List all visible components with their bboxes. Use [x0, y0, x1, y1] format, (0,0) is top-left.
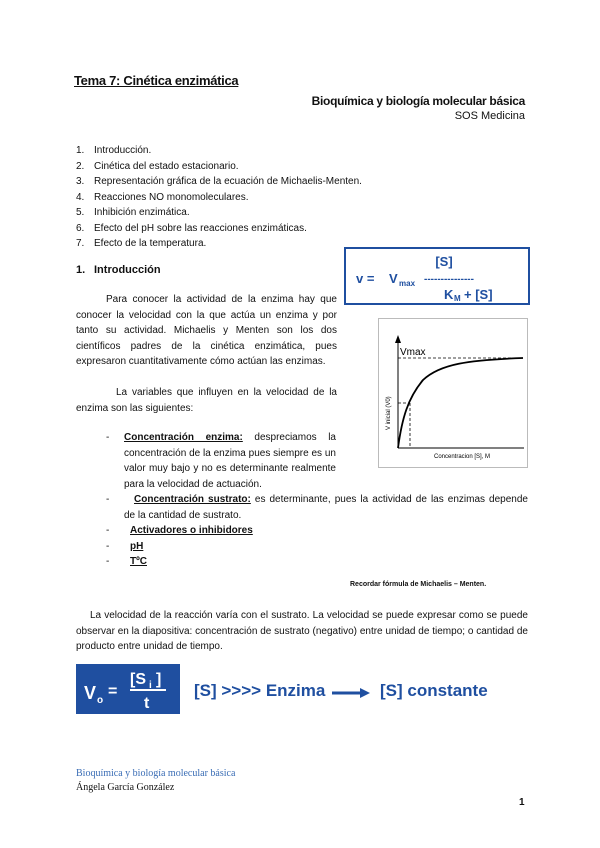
eq-equals: = — [108, 683, 118, 700]
footer-author: Ángela García González — [76, 782, 175, 793]
formula-km-sub: M — [454, 294, 461, 303]
y-axis-label: V inicial (V0) — [386, 396, 392, 430]
michaelis-menten-formula — [344, 247, 530, 305]
toc-item: 2. Cinética del estado estacionario. — [76, 160, 239, 172]
velocity-paragraph: La velocidad de la reacción varía con el sustrato. La velocidad se puede expresar como se puede observar en la diapositiva: concentración de sustrato (negativo) entre unidad de tiempo; o cantidad de producto entre unidad de tiempo. — [76, 610, 528, 652]
eq-relation: [S] >>>> Enzima — [194, 681, 326, 700]
eq-denominator: t — [144, 695, 150, 712]
formula-graphic — [346, 249, 528, 303]
list-item: - TºC — [106, 556, 147, 567]
page-number: 1 — [519, 797, 525, 808]
formula-denominator: + [S] — [464, 287, 493, 302]
eq-v-sub: o — [97, 695, 104, 706]
footer-course: Bioquímica y biología molecular básica — [76, 768, 236, 779]
eq-numerator: [S — [130, 671, 146, 688]
velocity-equation — [70, 660, 530, 716]
table-of-contents — [76, 143, 362, 252]
toc-item: 7. Efecto de la temperatura. — [76, 238, 207, 249]
list-item: - Concentración sustrato: es determinante, pues la actividad de las enzimas depende de la cantidad de sustrato. — [106, 494, 528, 521]
saturation-curve-graph — [378, 318, 528, 468]
toc-item: 5. Inhibición enzimática. — [76, 207, 190, 218]
course-subject: Bioquímica y biología molecular básica — [311, 94, 525, 108]
formula-lhs: v = — [356, 271, 375, 286]
document-title: Tema 7: Cinética enzimática — [74, 73, 239, 88]
toc-item: 6. Efecto del pH sobre las reacciones enzimáticas. — [76, 222, 307, 234]
toc-item: 1. Introducción. — [76, 145, 152, 156]
formula-vmax-sub: max — [399, 279, 416, 288]
list-item: - pH — [106, 540, 144, 552]
formula-km: K — [444, 287, 454, 302]
variables-paragraph: La variables que influyen en la velocidad de la enzima son las siguientes: — [76, 387, 337, 414]
arrow-head-icon — [360, 688, 370, 698]
formula-fraction-line: --------------- — [424, 274, 474, 285]
eq-numerator-sub: i — [149, 680, 152, 691]
eq-v: V — [84, 683, 97, 703]
eq-numerator-close: ] — [156, 671, 162, 688]
list-item: - Concentración enzima: despreciamos la concentración de la enzima pues siempre es un valor muy bajo y no es determinante realmente para la velocidad de actuación. — [106, 432, 336, 490]
list-item: - Activadores o inhibidores — [106, 525, 253, 536]
eq-result: [S] constante — [380, 681, 488, 700]
toc-item: 3. Representación gráfica de la ecuación de Michaelis-Menten. — [76, 176, 362, 187]
formula-numerator: [S] — [435, 254, 453, 269]
x-axis-label: Concentracion [S], M — [434, 454, 491, 460]
graph-frame — [379, 319, 528, 468]
source-label: SOS Medicina — [454, 110, 525, 122]
toc-item: 4. Reacciones NO monomoleculares. — [76, 191, 249, 203]
formula-vmax: V — [389, 271, 398, 286]
section-heading: 1. Introducción — [76, 264, 161, 276]
reminder-note: Recordar fórmula de Michaelis – Menten. — [350, 581, 487, 588]
vmax-label: Vmax — [400, 347, 426, 358]
intro-paragraph: Para conocer la actividad de la enzima hay que conocer la velocidad con la que actúa un enzima y por tanto su actividad. Michaelis y Menten son los dos científicos padres de la cinética enzimática, pues expresaron cuantitativamente cómo actúan las enzimas. — [76, 294, 337, 367]
